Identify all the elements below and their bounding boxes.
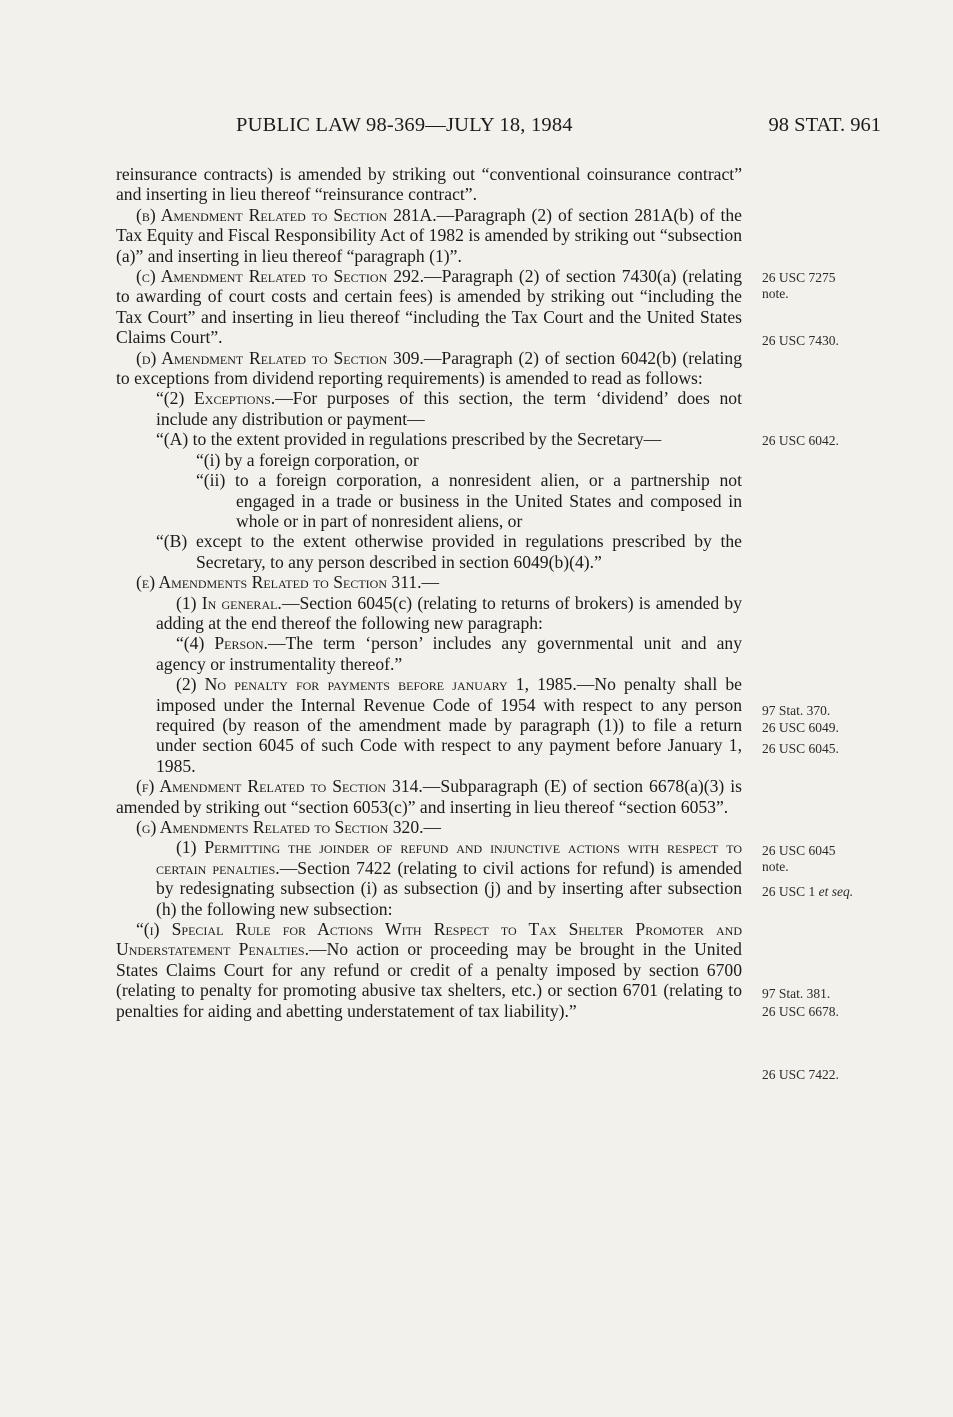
e2-text: —No penalty shall be imposed under the Internal Revenue Code of 1954 with respect to any person required (by reason of the amendment made by paragraph (1)) to file a return under section 6045 of such Code with respect to any payment before January 1, 1985. <box>156 674 742 776</box>
new-subsection-i-heading: “(i) Special Rule for Actions With Respect to Tax Shelter Promoter and Understatement Penalties. <box>116 919 742 960</box>
body-text <box>116 164 742 1021</box>
e1-text: —Section 6045(c) (relating to returns of brokers) is amended by adding at the end thereof the following new paragraph: <box>156 592 742 633</box>
margin-note-97-stat-370: 97 Stat. 370. <box>762 703 831 718</box>
margin-note-7422: 26 USC 7422. <box>762 1067 839 1082</box>
g1-heading: (1) Permitting the joinder of refund and injunctive actions with respect to certain penalties. <box>156 837 742 878</box>
subsection-f-heading: (f) Amendment Related to Section <box>136 776 387 797</box>
subsection-f-text: 314.—Subparagraph (E) of section 6678(a)(3) is amended by striking out “section 6053(c)” and inserting in lieu thereof “section 6053”. <box>116 776 742 817</box>
subsection-f <box>116 776 742 817</box>
subparagraph-a: “(A) to the extent provided in regulations prescribed by the Secretary— <box>156 429 662 450</box>
subsection-c-heading: (c) Amendment Related to Section <box>136 266 388 287</box>
margin-note-26-usc-1-text: 26 USC 1 <box>762 884 819 899</box>
new-subsection-i <box>116 919 742 1021</box>
margin-note-97-stat-381: 97 Stat. 381. <box>762 986 831 1001</box>
margin-note-6042: 26 USC 6042. <box>762 433 839 448</box>
paragraph-4-person <box>116 633 742 674</box>
subsection-e-heading: (e) Amendments Related to Section <box>136 572 387 593</box>
clause-ii: “(ii) to a foreign corporation, a nonresident alien, or a partnership not engaged in a trade or business in the United States and composed in whole or in part of nonresident aliens, or <box>196 470 742 531</box>
law-title: PUBLIC LAW 98-369—JULY 18, 1984 <box>236 114 573 136</box>
statute-page-number: 98 STAT. 961 <box>768 114 881 136</box>
paragraph-continuation: reinsurance contracts) is amended by striking out “conventional coinsurance contract” and inserting in lieu thereof “reinsurance contract”. <box>116 164 742 205</box>
margin-note-7275: 26 USC 7275 note. <box>762 270 836 301</box>
g1-text: —Section 7422 (relating to civil actions for refund) is amended by redesignating subsection (i) as subsection (j) and by inserting after subsection (h) the following new subsection: <box>156 857 742 919</box>
margin-note-7430: 26 USC 7430. <box>762 333 839 348</box>
margin-note-6678: 26 USC 6678. <box>762 1004 839 1019</box>
paragraph-2-exceptions <box>116 388 742 429</box>
margin-note-26-usc-1 <box>762 884 892 900</box>
subsection-e <box>116 572 742 592</box>
subsection-c <box>116 266 742 348</box>
margin-note-6045: 26 USC 6045. <box>762 741 839 756</box>
subsection-g-text: 320.— <box>388 817 442 837</box>
paragraph-g1 <box>116 837 742 919</box>
subsection-e-text: 311.— <box>387 572 440 593</box>
subsection-b-text: 281A.—Paragraph (2) of section 281A(b) of the Tax Equity and Fiscal Responsibility Act of 1982 is amended by striking out “subsection (a)” and inserting in lieu thereof “paragraph (1)”. <box>116 204 742 266</box>
running-header <box>0 114 953 144</box>
paragraph-e2 <box>116 674 742 776</box>
subsection-c-text: 292.—Paragraph (2) of section 7430(a) (relating to awarding of court costs and certain fees) is amended by striking out “including the Tax Court” and inserting in lieu thereof “including the Tax Court and the United States Claims Court”. <box>116 266 742 348</box>
person-text: —The term ‘person’ includes any governmental unit and any agency or instrumentality thereof.” <box>156 633 743 674</box>
subsection-b-heading: (b) Amendment Related to Section <box>136 204 388 225</box>
subsection-d <box>116 348 742 389</box>
margin-note-6049: 26 USC 6049. <box>762 720 839 735</box>
margin-note-et-seq: et seq. <box>818 884 854 899</box>
subsection-g <box>116 817 742 837</box>
subsection-d-text: 309.—Paragraph (2) of section 6042(b) (relating to exceptions from dividend reporting requirements) is amended to read as follows: <box>116 347 742 389</box>
exceptions-text: —For purposes of this section, the term ‘dividend’ does not include any distribution or payment— <box>156 388 742 429</box>
margin-note-6045-note: 26 USC 6045 note. <box>762 843 836 874</box>
subsection-d-heading: (d) Amendment Related to Section <box>136 347 388 368</box>
e1-heading: (1) In general. <box>176 592 282 613</box>
paragraph-e1 <box>116 593 742 634</box>
new-subsection-i-text: —No action or proceeding may be brought in the United States Claims Court for any refund or credit of a penalty imposed by section 6700 (relating to penalty for promoting abusive tax shelters, etc.) or section 6701 (relating to penalties for aiding and abetting understatement of tax liability).” <box>116 939 742 1021</box>
person-heading: “(4) Person. <box>176 633 268 654</box>
subsection-b <box>116 205 742 266</box>
exceptions-heading: “(2) Exceptions. <box>156 388 276 409</box>
clause-i: “(i) by a foreign corporation, or <box>196 449 419 470</box>
subparagraph-b: “(B) except to the extent otherwise provided in regulations prescribed by the Secretary, to any person described in section 6049(b)(4).” <box>156 531 742 572</box>
e2-heading: (2) No penalty for payments before january 1, 1985. <box>176 674 577 695</box>
subsection-g-heading: (g) Amendments Related to Section <box>136 817 389 837</box>
